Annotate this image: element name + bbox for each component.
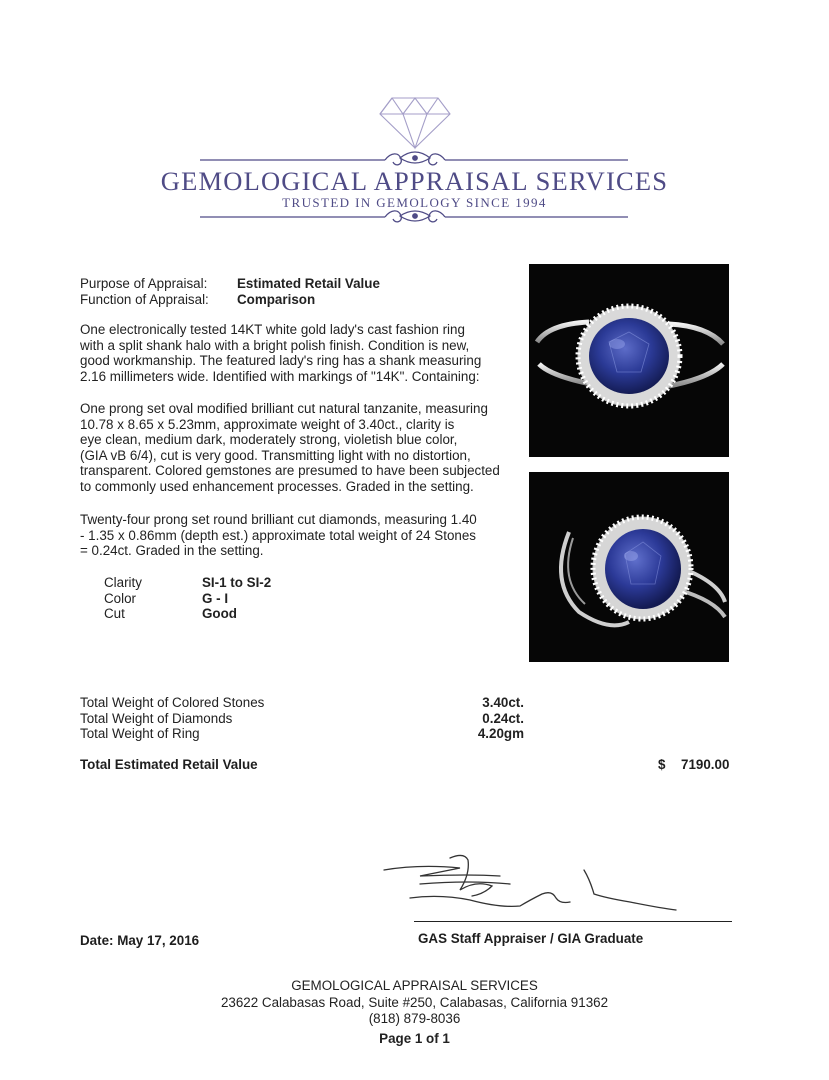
ring-line: One electronically tested 14KT white gold lady's cast fashion ring [80, 322, 465, 337]
top-divider [200, 152, 628, 165]
ring-line: good workmanship. The featured lady's ring has a shank measuring [80, 353, 482, 369]
ring-line: 2.16 millimeters wide. Identified with markings of "14K". Containing: [80, 368, 480, 384]
tanzanite-line: 10.78 x 8.65 x 5.23mm, approximate weight of 3.40ct., clarity is [80, 416, 455, 432]
footer [0, 978, 829, 1047]
grade-row [104, 591, 271, 607]
footer-company: GEMOLOGICAL APPRAISAL SERVICES [291, 978, 538, 993]
total-value: 3.40ct. [482, 695, 524, 710]
logo-ornament [200, 92, 630, 232]
total-row [80, 695, 540, 711]
total-label: Total Weight of Diamonds [80, 710, 233, 726]
signature-line [414, 921, 732, 922]
ring-photo-angled [529, 472, 729, 662]
total-label: Total Weight of Colored Stones [80, 695, 265, 710]
footer-phone: (818) 879-8036 [368, 1011, 461, 1027]
ring-photo-front [529, 264, 729, 457]
grade-row [104, 575, 271, 591]
diamond-icon [380, 98, 450, 148]
function-label: Function of Appraisal: [80, 291, 209, 307]
diamond-line: - 1.35 x 0.86mm (depth est.) approximate total weight of 24 Stones [80, 527, 476, 543]
grade-value: Good [202, 606, 237, 622]
purpose-value: Estimated Retail Value [237, 276, 380, 291]
function-value: Comparison [237, 291, 316, 307]
appraiser-signature [380, 850, 680, 920]
bottom-divider [200, 211, 628, 222]
diamond-line: Twenty-four prong set round brilliant cut diamonds, measuring 1.40 [80, 512, 477, 527]
tanzanite-line: transparent. Colored gemstones are presumed to have been subjected [80, 463, 500, 479]
function-row [80, 292, 500, 308]
ring-line: with a split shank halo with a bright polish finish. Condition is new, [80, 337, 470, 353]
tagline: TRUSTED IN GEMOLOGY SINCE 1994 [282, 195, 547, 210]
page-number: Page 1 of 1 [379, 1030, 450, 1046]
letterhead [0, 0, 829, 240]
grade-value: SI-1 to SI-2 [202, 575, 272, 590]
grade-value: G - I [202, 590, 229, 606]
tanzanite-description [80, 401, 520, 495]
grade-label: Color [104, 590, 136, 606]
grade-row [104, 606, 271, 622]
total-label: Total Weight of Ring [80, 726, 200, 742]
total-value: 0.24ct. [482, 710, 524, 726]
diamond-description [80, 512, 520, 559]
totals-block [80, 695, 540, 742]
grades-table [104, 575, 271, 622]
tanzanite-line: One prong set oval modified brilliant cut natural tanzanite, measuring [80, 401, 488, 416]
total-estimated-value-label: Total Estimated Retail Value [80, 757, 258, 772]
tanzanite-line: (GIA vB 6/4), cut is very good. Transmitting light with no distortion, [80, 447, 471, 463]
appraiser-title: GAS Staff Appraiser / GIA Graduate [418, 931, 644, 946]
total-estimated-value-amount: 7190.00 [681, 757, 730, 772]
ring-description [80, 322, 520, 384]
grade-label: Clarity [104, 575, 142, 590]
purpose-block [80, 276, 500, 307]
appraisal-date: Date: May 17, 2016 [80, 933, 200, 948]
purpose-row [80, 276, 500, 292]
total-value: 4.20gm [477, 726, 524, 742]
company-name: GEMOLOGICAL APPRAISAL SERVICES [160, 166, 669, 196]
diamond-line: = 0.24ct. Graded in the setting. [80, 543, 264, 559]
grade-label: Cut [104, 606, 125, 622]
total-row [80, 726, 540, 742]
purpose-label: Purpose of Appraisal: [80, 276, 208, 291]
currency-symbol: $ [658, 757, 666, 772]
footer-address: 23622 Calabasas Road, Suite #250, Calabasas, California 91362 [220, 994, 609, 1010]
total-row [80, 711, 540, 727]
tanzanite-line: eye clean, medium dark, moderately strong, violetish blue color, [80, 432, 458, 448]
tanzanite-line: to commonly used enhancement processes. Graded in the setting. [80, 478, 474, 494]
